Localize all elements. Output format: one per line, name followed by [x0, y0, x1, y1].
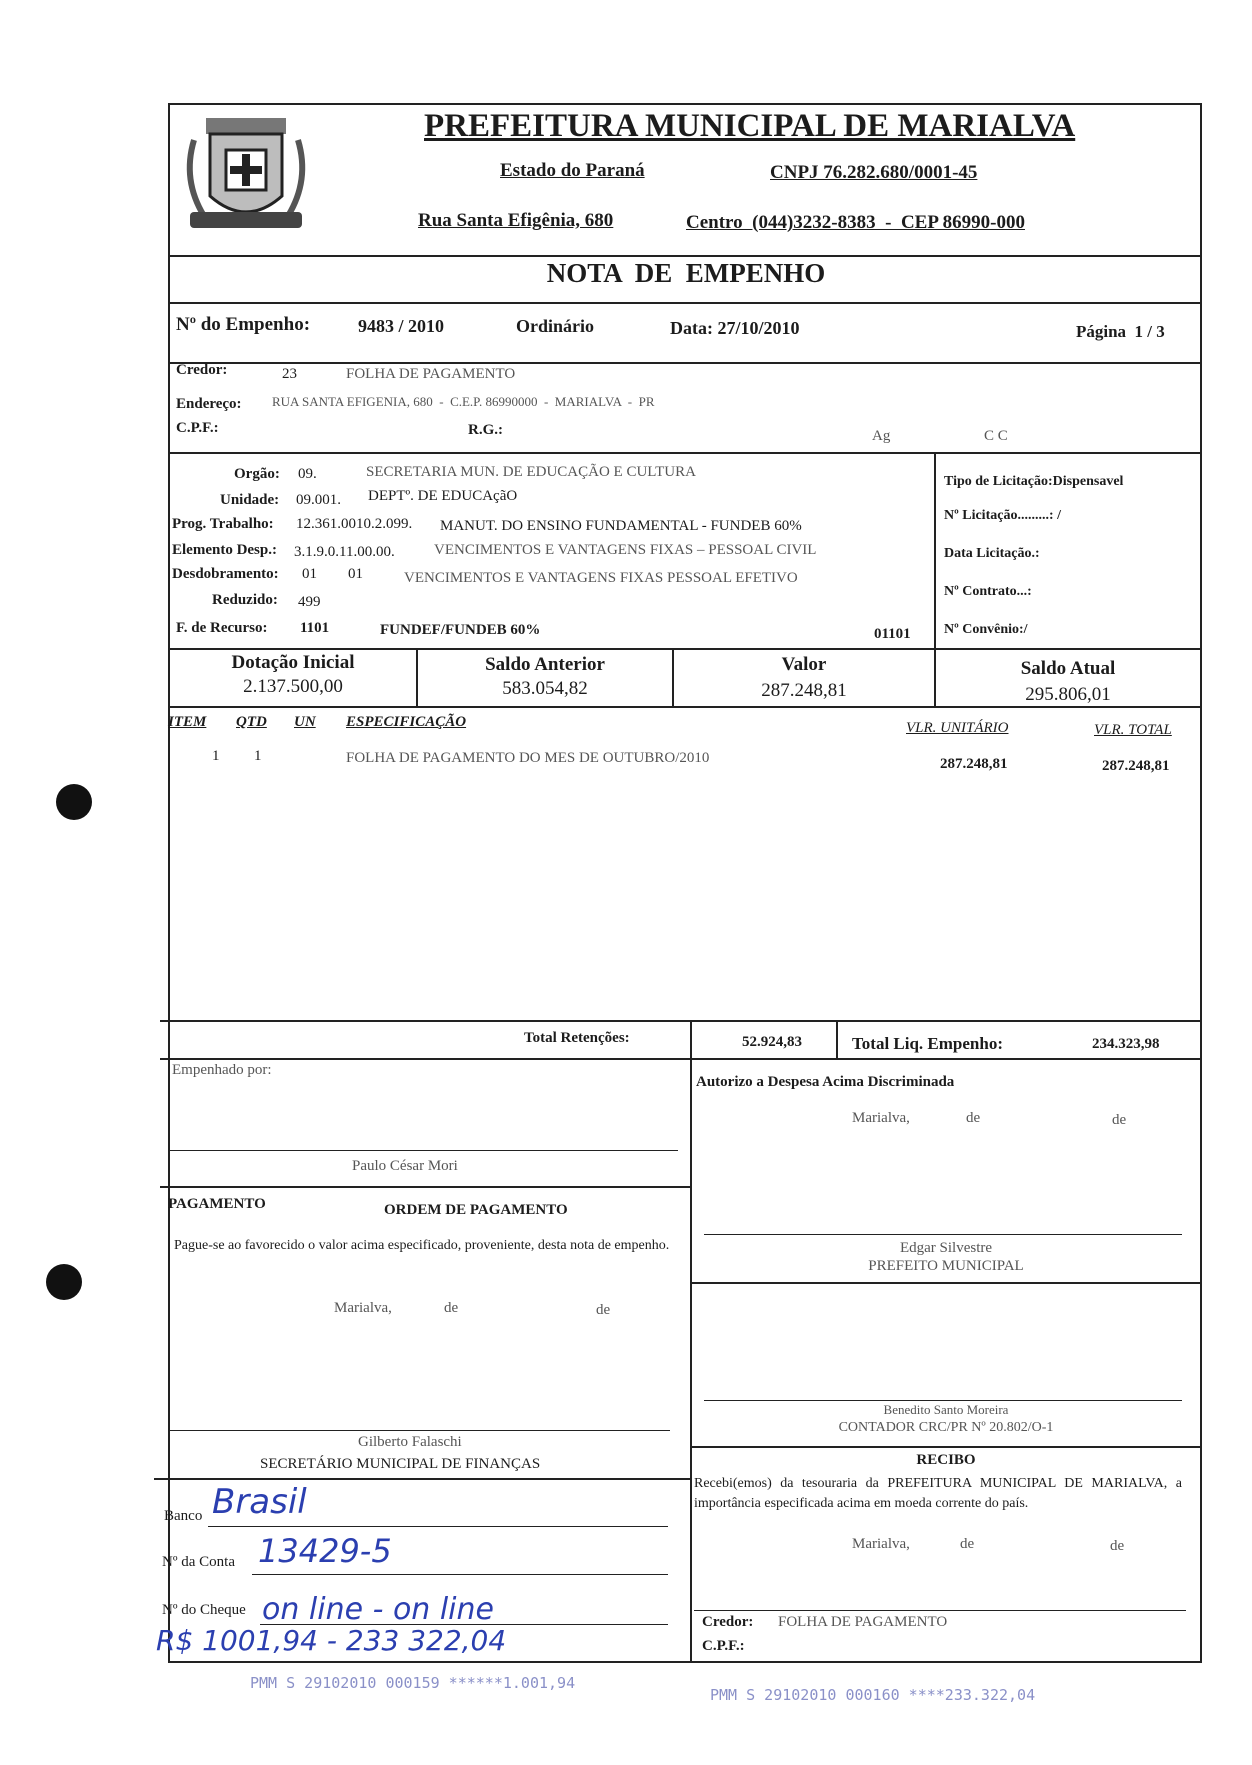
orgao-label: Orgão:: [234, 466, 280, 482]
recurso-name: FUNDEF/FUNDEB 60%: [380, 622, 541, 638]
frame-left: [168, 103, 170, 1663]
cheque-value-handwritten: R$ 1001,94 - 233 322,04: [156, 1624, 507, 1657]
saldo-atual-label: Saldo Atual: [1020, 658, 1116, 679]
divider: [934, 452, 936, 650]
elemento-code: 3.1.9.0.11.00.00.: [294, 544, 395, 560]
payment-stamp-left: PMM S 29102010 000159 ******1.001,94: [250, 1674, 576, 1692]
orgao-name: SECRETARIA MUN. DE EDUCAÇÃO E CULTURA: [366, 464, 696, 480]
banco-handwritten: Brasil: [212, 1482, 307, 1522]
recibo-text: Recebi(emos) da tesouraria da PREFEITURA MUNICIPAL DE MARIALVA, a importância especificada acima em moeda corrente do país.: [694, 1476, 1182, 1511]
divider: [690, 1282, 1202, 1284]
saldo-anterior-label: Saldo Anterior: [485, 654, 605, 675]
recibo-credor-label: Credor:: [702, 1614, 754, 1630]
elemento-name: VENCIMENTOS E VANTAGENS FIXAS – PESSOAL CIVIL: [434, 542, 817, 558]
orgao-code: 09.: [298, 466, 317, 482]
convenio-number: Nº Convênio:/: [944, 622, 1028, 637]
column-header-un: UN: [294, 714, 316, 730]
prog-name: MANUT. DO ENSINO FUNDAMENTAL - FUNDEB 60%: [440, 518, 802, 534]
valor-value: 287.248,81: [761, 680, 847, 701]
contador-role: CONTADOR CRC/PR Nº 20.802/O-1: [838, 1420, 1054, 1435]
row-item: 1: [212, 748, 220, 764]
cpf-label: C.P.F.:: [176, 420, 219, 436]
cheque-label: Nº do Cheque: [162, 1602, 246, 1618]
contrato-number: Nº Contrato...:: [944, 584, 1032, 599]
prog-label: Prog. Trabalho:: [172, 516, 274, 532]
document-title: NOTA DE EMPENHO: [546, 258, 826, 288]
address-contact: Centro (044)3232-8383 - CEP 86990-000: [686, 212, 1025, 233]
municipality-title: PREFEITURA MUNICIPAL DE MARIALVA: [424, 108, 1076, 144]
divider: [160, 1020, 1202, 1022]
divider: [160, 1058, 1202, 1060]
desdob-code-2: 01: [348, 566, 363, 582]
empenhado-label: Empenhado por:: [172, 1062, 272, 1078]
licitacao-tipo: Tipo de Licitação:Dispensavel: [944, 474, 1124, 489]
dotacao-value: 2.137.500,00: [243, 676, 343, 697]
recibo-credor-name: FOLHA DE PAGAMENTO: [778, 1614, 948, 1630]
unidade-label: Unidade:: [220, 492, 280, 508]
signature-line: [170, 1430, 670, 1431]
conta-label: Nº da Conta: [162, 1554, 235, 1570]
recibo-de-1: de: [960, 1536, 975, 1552]
empenho-number-label: Nº do Empenho:: [176, 314, 311, 335]
banco-label: Banco: [164, 1508, 203, 1524]
binder-hole-icon: [56, 784, 92, 820]
address-street: Rua Santa Efigênia, 680: [418, 210, 614, 231]
pagamento-text: Pague-se ao favorecido o valor acima especificado, proveniente, desta nota de empenho.: [174, 1238, 670, 1253]
credor-name: FOLHA DE PAGAMENTO: [346, 366, 516, 382]
secretario-role: SECRETÁRIO MUNICIPAL DE FINANÇAS: [260, 1456, 541, 1472]
column-header-item: ITEM: [168, 714, 207, 730]
divider: [160, 1186, 690, 1188]
payment-stamp-right: PMM S 29102010 000160 ****233.322,04: [710, 1686, 1036, 1704]
state-label: Estado do Paraná: [500, 160, 645, 181]
reduzido-label: Reduzido:: [212, 592, 278, 608]
empenho-date: Data: 27/10/2010: [670, 318, 800, 338]
conta-handwritten: 13429-5: [258, 1532, 392, 1570]
binder-hole-icon: [46, 1264, 82, 1300]
agency-label: Ag: [872, 428, 891, 444]
divider: [168, 706, 1202, 708]
row-total-value: 287.248,81: [1102, 758, 1170, 774]
frame-bottom: [168, 1661, 1202, 1663]
credor-label: Credor:: [176, 362, 228, 378]
divider: [168, 648, 1202, 650]
row-qtd: 1: [254, 748, 262, 764]
autorizo-de-1: de: [966, 1110, 981, 1126]
frame-top: [168, 103, 1202, 105]
divider: [168, 362, 1202, 364]
elemento-label: Elemento Desp.:: [172, 542, 277, 558]
signature-line: [694, 1610, 1186, 1611]
contador-name: Benedito Santo Moreira: [883, 1402, 1009, 1417]
credor-code: 23: [282, 366, 297, 382]
licitacao-data: Data Licitação.:: [944, 546, 1040, 561]
divider: [836, 1020, 838, 1060]
signature-line: [704, 1400, 1182, 1401]
prefeito-name: Edgar Silvestre: [899, 1240, 993, 1256]
dotacao-label: Dotação Inicial: [231, 652, 355, 673]
pagamento-de-2: de: [596, 1302, 611, 1318]
column-header-qtd: QTD: [236, 714, 267, 730]
desdob-name: VENCIMENTOS E VANTAGENS FIXAS PESSOAL EFETIVO: [404, 570, 798, 586]
signature-line: [704, 1234, 1182, 1235]
autorizo-de-2: de: [1112, 1112, 1127, 1128]
prog-code: 12.361.0010.2.099.: [296, 516, 413, 532]
banco-line: [208, 1526, 668, 1527]
column-header-unit-value: VLR. UNITÁRIO: [906, 720, 1009, 736]
secretario-name: Gilberto Falaschi: [358, 1434, 462, 1450]
prefeito-role: PREFEITO MUNICIPAL: [868, 1258, 1024, 1274]
recurso-extra: 01101: [874, 626, 911, 642]
empenho-number: 9483 / 2010: [358, 316, 445, 336]
credor-address: RUA SANTA EFIGENIA, 680 - C.E.P. 86990000 - MARIALVA - PR: [272, 394, 655, 409]
ordem-pagamento-label: ORDEM DE PAGAMENTO: [384, 1202, 568, 1218]
row-unit-value: 287.248,81: [940, 756, 1008, 772]
divider: [154, 1478, 690, 1480]
divider: [690, 1058, 692, 1661]
row-spec: FOLHA DE PAGAMENTO DO MES DE OUTUBRO/2010: [346, 750, 710, 766]
page-number: Página 1 / 3: [1076, 322, 1165, 341]
total-liquido-label: Total Liq. Empenho:: [852, 1034, 1003, 1053]
recibo-de-2: de: [1110, 1538, 1125, 1554]
pagamento-label: PAGAMENTO: [168, 1196, 266, 1212]
licitacao-numero: Nº Licitação.........: /: [944, 508, 1061, 523]
divider: [690, 1446, 1202, 1448]
column-header-total-value: VLR. TOTAL: [1094, 722, 1172, 738]
pagamento-place: Marialva,: [334, 1300, 392, 1316]
valor-label: Valor: [781, 654, 827, 675]
empenho-type: Ordinário: [516, 316, 595, 336]
cheque-handwritten: on line - on line: [262, 1592, 494, 1627]
saldo-anterior-value: 583.054,82: [502, 678, 588, 699]
autorizo-label: Autorizo a Despesa Acima Discriminada: [696, 1074, 955, 1090]
address-label: Endereço:: [176, 396, 242, 412]
recibo-cpf-label: C.P.F.:: [702, 1638, 745, 1654]
account-label: C C: [984, 428, 1008, 444]
conta-line: [252, 1574, 668, 1575]
column-header-spec: ESPECIFICAÇÃO: [346, 714, 467, 730]
recurso-label: F. de Recurso:: [176, 620, 268, 636]
empenhado-name: Paulo César Mori: [352, 1158, 458, 1174]
recurso-code: 1101: [300, 620, 330, 636]
rg-label: R.G.:: [468, 422, 503, 438]
saldo-atual-value: 295.806,01: [1025, 684, 1111, 705]
recibo-title: RECIBO: [916, 1452, 976, 1468]
autorizo-place: Marialva,: [852, 1110, 910, 1126]
desdob-code-1: 01: [302, 566, 317, 582]
municipal-coat-of-arms-icon: [176, 100, 316, 240]
desdob-label: Desdobramento:: [172, 566, 279, 582]
recibo-place: Marialva,: [852, 1536, 910, 1552]
pagamento-de-1: de: [444, 1300, 459, 1316]
retencoes-value: 52.924,83: [742, 1034, 802, 1050]
divider: [690, 1020, 692, 1060]
divider: [168, 302, 1202, 304]
unidade-code: 09.001.: [296, 492, 341, 508]
unidade-name: DEPTº. DE EDUCAçãO: [368, 488, 518, 504]
divider: [168, 255, 1202, 257]
cnpj-label: CNPJ 76.282.680/0001-45: [770, 162, 978, 183]
signature-line: [170, 1150, 678, 1151]
divider: [168, 452, 1202, 454]
reduzido-value: 499: [298, 594, 321, 610]
total-liquido-value: 234.323,98: [1092, 1036, 1160, 1052]
retencoes-label: Total Retenções:: [524, 1030, 630, 1046]
